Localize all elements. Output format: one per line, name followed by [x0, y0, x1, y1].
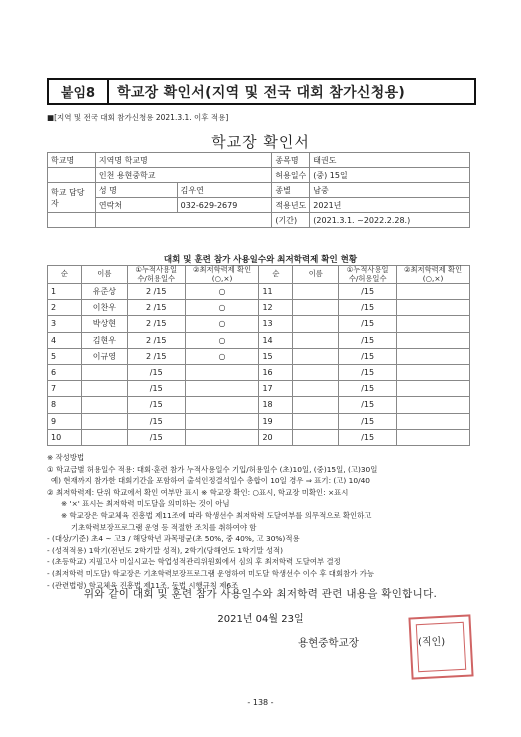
grade-check [397, 332, 470, 348]
name-label: 성 명 [95, 183, 177, 198]
days-used: /15 [339, 332, 397, 348]
table-header-row [48, 266, 470, 284]
student-name [293, 397, 339, 413]
table-row [48, 397, 470, 413]
row-number: 11 [259, 284, 293, 300]
grade-check [397, 381, 470, 397]
table-row [48, 381, 470, 397]
row-number: 7 [48, 381, 82, 397]
grade-check [397, 397, 470, 413]
category-value: 남중 [310, 183, 470, 198]
student-name: 김현우 [81, 332, 127, 348]
row-number: 13 [259, 316, 293, 332]
days-used: 2 /15 [127, 332, 185, 348]
document-title: 학교장 확인서 [211, 133, 310, 151]
days-used: /15 [339, 413, 397, 429]
year-value: 2021년 [310, 198, 470, 213]
grade-check: ○ [185, 348, 259, 364]
table-row [48, 316, 470, 332]
note-line: ① 학교급별 허용일수 적용: 대회·훈련 참가 누적사용일수 기입/허용일수 (초)10일, (중)15일, (고)30일 [47, 464, 378, 474]
student-name: 이규영 [81, 348, 127, 364]
days-label: 허용일수 [272, 168, 310, 183]
status-table-title: 대회 및 훈련 참가 사용일수와 최저학력제 확인 현황 [163, 255, 358, 265]
days-used: /15 [127, 397, 185, 413]
student-name [293, 381, 339, 397]
principal-name: 용현중학교장 [298, 637, 359, 649]
note-line: - (초등학교) 지필고사 미실시교는 학업성적관리위원회에서 심의 후 최저학력 도달여부 결정 [47, 557, 341, 567]
grade-check [397, 429, 470, 445]
school-sub-label: 지역명 학교명 [95, 153, 272, 168]
staff-label: 학교 담당자 [48, 183, 96, 213]
note-line: - (최저학력 미도달) 학교장은 기초학력보장프로그램 운영하여 미도달 학생선수 이수 후 대회참가 가능 [47, 568, 374, 578]
header-no: 순 [259, 266, 293, 284]
note-line: 기초학력보장프로그램 운영 등 적절한 조치를 취하여야 함 [71, 522, 257, 532]
student-name [293, 429, 339, 445]
table-row [48, 429, 470, 445]
contact-label: 연락처 [95, 198, 177, 213]
days-used: 2 /15 [127, 284, 185, 300]
grade-check [397, 413, 470, 429]
student-name [293, 332, 339, 348]
days-used: /15 [127, 381, 185, 397]
student-name: 이찬우 [81, 300, 127, 316]
row-number: 12 [259, 300, 293, 316]
header-days: ①누적사용일수/허용일수 [339, 266, 397, 284]
page-number: - 138 - [247, 698, 274, 707]
school-info-table [47, 152, 470, 228]
instructions [47, 452, 477, 591]
days-used: /15 [339, 381, 397, 397]
school-name-value: 인천 용현중학교 [95, 168, 272, 183]
student-name [293, 300, 339, 316]
period-value: (2021.3.1. ~2022.2.28.) [310, 213, 470, 228]
table-row [48, 300, 470, 316]
row-number: 18 [259, 397, 293, 413]
student-name: 박상현 [81, 316, 127, 332]
table-row [48, 332, 470, 348]
grade-check [185, 429, 259, 445]
student-name [293, 316, 339, 332]
note-line: ② 최저학력제: 단위 학교에서 확인 여부만 표시 ※ 학교장 확인: ○표시, 학교장 미확인: ×표시 [47, 487, 349, 497]
name-value: 김우연 [177, 183, 272, 198]
days-used: 2 /15 [127, 300, 185, 316]
row-number: 15 [259, 348, 293, 364]
confirmation-date: 2021년 04월 23일 [217, 614, 304, 625]
document-header [47, 78, 476, 105]
table-row [48, 348, 470, 364]
row-number: 10 [48, 429, 82, 445]
table-row [48, 413, 470, 429]
grade-check [397, 300, 470, 316]
days-used: /15 [339, 429, 397, 445]
days-used: /15 [339, 284, 397, 300]
grade-check [397, 316, 470, 332]
row-number: 2 [48, 300, 82, 316]
period-label: (기간) [272, 213, 310, 228]
note-line: - (성적적용) 1학기(전년도 2학기말 성적), 2학기(당해연도 1학기말 성적) [47, 545, 284, 555]
grade-check [185, 381, 259, 397]
row-number: 8 [48, 397, 82, 413]
student-name [81, 364, 127, 380]
note-line: - (관련법령) 학교체육 진흥법 제11조, 동법 시행규칙 제6조 [47, 580, 239, 590]
grade-check [185, 364, 259, 380]
row-number: 4 [48, 332, 82, 348]
note-line: - (대상/기준) 초4 ~ 고3 / 해당학년 과목평균(초 50%, 중 40%, 고 30%)적용 [47, 534, 300, 544]
category-label: 종별 [272, 183, 310, 198]
grade-check [397, 364, 470, 380]
note-line: ※ 학교장은 학교체육 진흥법 제11조에 따라 학생선수 최저학력 도달여부를 의무적으로 확인하고 [61, 510, 372, 520]
grade-check [397, 348, 470, 364]
student-name [81, 413, 127, 429]
row-number: 5 [48, 348, 82, 364]
header-no: 순 [48, 266, 82, 284]
event-label: 종목명 [272, 153, 310, 168]
year-label: 적용년도 [272, 198, 310, 213]
participation-status-table [47, 265, 470, 446]
grade-check: ○ [185, 332, 259, 348]
header-name: 이름 [81, 266, 127, 284]
student-name [81, 381, 127, 397]
row-number: 20 [259, 429, 293, 445]
days-used: /15 [127, 413, 185, 429]
row-number: 1 [48, 284, 82, 300]
student-name [293, 348, 339, 364]
days-used: /15 [339, 316, 397, 332]
note-line: ※ '×' 표시는 최저학력 미도달을 의미하는 것이 아님 [61, 499, 230, 509]
header-title: 학교장 확인서(지역 및 전국 대회 참가신청용) [117, 84, 406, 101]
days-used: 2 /15 [127, 316, 185, 332]
header-name: 이름 [293, 266, 339, 284]
header-grade: ②최저학력제 확인(○,×) [185, 266, 259, 284]
event-value: 태권도 [310, 153, 470, 168]
header-grade: ②최저학력제 확인(○,×) [397, 266, 470, 284]
note-line: 예) 현재까지 참가한 대회기간을 포함하여 출석인정결석일수 총합이 10일 경우 ⇒ 표기: (고) 10/40 [51, 476, 370, 486]
note-line: ※ 작성방법 [47, 453, 85, 462]
grade-check: ○ [185, 284, 259, 300]
days-value: (중) 15일 [310, 168, 470, 183]
student-name [81, 429, 127, 445]
row-number: 9 [48, 413, 82, 429]
grade-check: ○ [185, 300, 259, 316]
table-row [48, 284, 470, 300]
student-name [293, 413, 339, 429]
row-number: 6 [48, 364, 82, 380]
days-used: /15 [127, 429, 185, 445]
student-name: 유준상 [81, 284, 127, 300]
table-row [48, 364, 470, 380]
contact-value: 032-629-2679 [177, 198, 272, 213]
form-reference: ■[지역 및 전국 대회 참가신청용 2021.3.1. 이후 적용] [47, 113, 229, 122]
row-number: 14 [259, 332, 293, 348]
row-number: 3 [48, 316, 82, 332]
student-name [81, 397, 127, 413]
grade-check [185, 397, 259, 413]
school-label: 학교명 [48, 153, 96, 168]
days-used: /15 [339, 397, 397, 413]
days-used: /15 [339, 300, 397, 316]
attachment-tag: 붙임8 [49, 80, 109, 103]
seal-label: (직인) [418, 637, 446, 648]
days-used: /15 [339, 364, 397, 380]
days-used: /15 [127, 364, 185, 380]
row-number: 17 [259, 381, 293, 397]
days-used: 2 /15 [127, 348, 185, 364]
student-name [293, 364, 339, 380]
row-number: 19 [259, 413, 293, 429]
grade-check [397, 284, 470, 300]
student-name [293, 284, 339, 300]
header-days: ①누적사용일수/허용일수 [127, 266, 185, 284]
grade-check [185, 413, 259, 429]
days-used: /15 [339, 348, 397, 364]
confirmation-statement: 위와 같이 대회 및 훈련 참가 사용일수와 최저학력 관련 내용을 확인합니다. [83, 588, 438, 600]
grade-check: ○ [185, 316, 259, 332]
row-number: 16 [259, 364, 293, 380]
